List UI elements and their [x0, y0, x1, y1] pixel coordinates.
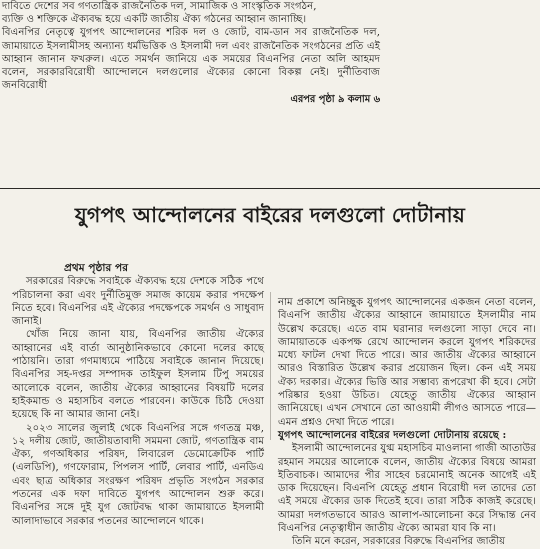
body-paragraph: তিনি মনে করেন, সরকারের বিরুদ্ধে বিএনপির জাতীয় — [292, 536, 506, 548]
previous-article-tail — [2, 0, 380, 107]
body-paragraph: ইসলামী আন্দোলনের যুগ্ম মহাসচিব মাওলানা গাজী আতাউর রহমান সময়ের আলোকে বলেন, জাতীয় ঐক্যের বিষয়ে আমরা ইতিবাচক। আমাদের পীর সাহেব চরমোনাই অনেক আগেই এই ডাক দিয়েছেন। বিএনপি যেহেতু প্রধান বিরোধী দল তাদের তো এই সময়ে ঐক্যের ডাক দিতেই হবে। তারা সঠিক কাজই করেছে। আমরা দলগতভাবে আরও আলাপ-আলোচনা করে সিদ্ধান্ত নেব বিএনপির নেতৃত্বাধীন জাতীয় ঐক্যে আমরা যাব কি না। — [278, 443, 536, 535]
article-headline: যুগপৎ আন্দোলনের বাইরের দলগুলো দোটানায় — [74, 203, 466, 227]
jump-line — [2, 93, 380, 106]
body-text: ব্যক্তি ও শক্তিকে ঐক্যবদ্ধ হয়ে একটি জাতীয় ঐক্য গঠনের আহ্বান জানাচ্ছি। — [2, 14, 307, 26]
article-column-right — [278, 296, 536, 549]
body-paragraph: সরকারের বিরুদ্ধে সবাইকে ঐক্যবদ্ধ হয়ে দেশকে সঠিক পথে পরিচালনা করা এবং দুর্নীতিমুক্ত সমাজ কায়েম করার পদক্ষেপ নিতে হবে। বিএনপির এই ঐক্যের পদক্ষেপকে সমর্থন ও সাধুবাদ জানাই। — [12, 276, 264, 328]
continued-on-label: এরপর পৃষ্ঠা ৯ কলাম ৬ — [290, 94, 380, 106]
body-text: বিএনপির নেতৃত্বে যুগপৎ আন্দোলনের শরিক দল ও জোট, বাম-ডান সব রাজনৈতিক দল, জামায়াতে ইসলামীসহ অন্যান্য ধর্মভিত্তিক ও ইসলামী দল এবং রাজনৈতিক সংগঠনের প্রতি এই আহ্বান জানান ফখরুল। এতে সমর্থন জানিয়ে এক সময়ের বিএনপির নেতা অলি আহমদ বলেন, সরকারবিরোধী আন্দোলনে দলগুলোর ঐক্যের কোনো বিকল্প নেই। দুর্নীতিবাজ জনবিরোধী — [2, 27, 380, 92]
body-paragraph: ২০২৩ সালের জুলাই থেকে বিএনপির সঙ্গে গণতন্ত্র মঞ্চ, ১২ দলীয় জোট, জাতীয়তাবাদী সমমনা জোট, গণতান্ত্রিক বাম ঐক্য, গণঅধিকার পরিষদ, লিবারেল ডেমোক্রেটিক পার্টি (এলডিপি), গণফোরাম, পিপলস পার্টি, লেবার পার্টি, এনডিএ এবং ছাত্র অধিকার সংরক্ষণ পরিষদ প্রভৃতি সংগঠন সরকার পতনের এক দফা দাবিতে যুগপৎ আন্দোলন শুরু করে। বিএনপির সঙ্গে দুই যুগ জোটবদ্ধ থাকা জামায়াতে ইসলামী আলাদাভাবে সরকার পতনের আন্দোলনে থাকে। — [12, 422, 264, 527]
body-text: দাবিতে দেশের সব গণতান্ত্রিক রাজনৈতিক দল, সামাজিক ও সাংস্কৃতিক সংগঠন, — [2, 1, 317, 12]
continued-from-label: প্রথম পৃষ্ঠার পর — [64, 262, 129, 274]
body-paragraph: খোঁজ নিয়ে জানা যায়, বিএনপির জাতীয় ঐক্যের আহ্বানের এই বার্তা আনুষ্ঠানিকভাবে কোনো দলের কাছে পাঠায়নি। তারা গণমাধ্যমে পাঠিয়ে সবাইকে জানান দিয়েছে। বিএনপির সহ-দপ্তর সম্পাদক তাইফুল ইসলাম টিপু সময়ের আলোকে বলেন, জাতীয় ঐক্যের আহ্বানের বিষয়টি দলের হাইকমান্ড ও মহাসচিব বলতে পারবেন। কাউকে চিঠি দেওয়া হয়েছে কি না আমার জানা নেই। — [12, 329, 264, 421]
column-divider — [270, 292, 271, 440]
body-paragraph: নাম প্রকাশে অনিচ্ছুক যুগপৎ আন্দোলনের একজন নেতা বলেন, বিএনপি জাতীয় ঐক্যের আহ্বানে জামায়াতে ইসলামীর নাম উল্লেখ করেছে। এতে বাম ঘরানার দলগুলো সাড়া দেবে না। জামায়াতকে একপক্ষ রেখে আন্দোলন করলে যুগপৎ শরিকদের মধ্যে ফাটল দেখা দিতে পারে। আর জাতীয় ঐক্যের আহ্বানে আরও বিস্তারিত উল্লেখ করার প্রয়োজন ছিল। কেন এই সময় ঐক্য দরকার। ঐক্যের ভিত্তি আর সম্ভাব্য রূপরেখা কী হবে। সেটা পরিষ্কার হওয়া উচিত। যেহেতু জাতীয় ঐক্যের আহ্বান জানিয়েছে। এখন সেখানে তো আওয়ামী লীগও আসতে পারে—এমন প্রশ্নও দেখা দিতে পারে। — [278, 297, 536, 428]
section-subhead: যুগপৎ আন্দোলনের বাইরের দলগুলো দোটানায় রয়েছে : — [278, 428, 507, 441]
article-column-left — [12, 262, 264, 528]
section-divider — [0, 188, 540, 189]
